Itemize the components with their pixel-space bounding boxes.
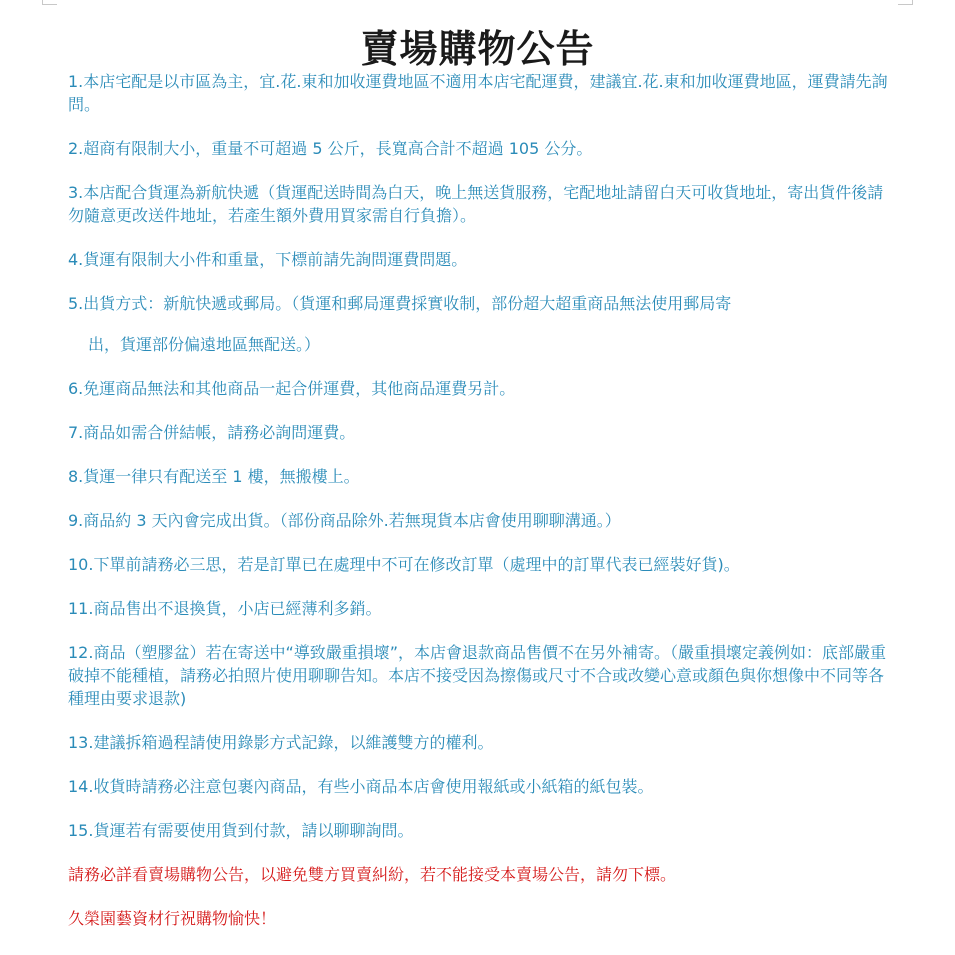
notice-item-5 — [68, 292, 888, 356]
notice-item-9: 9.商品約 3 天內會完成出貨。（部份商品除外.若無現貨本店會使用聊聊溝通。） — [68, 511, 621, 530]
notice-item-8: 8.貨運一律只有配送至 1 樓，無搬樓上。 — [68, 467, 360, 486]
notice-item-5-line-1: 5.出貨方式：新航快遞或郵局。（貨運和郵局運費採實收制，部份超大超重商品無法使用郵局寄 — [68, 294, 732, 313]
closing-text: 久榮園藝資材行祝購物愉快！ — [68, 909, 277, 928]
notice-item-13: 13.建議拆箱過程請使用錄影方式記錄，以維護雙方的權利。 — [68, 733, 494, 752]
notice-item-5-line-2: 出，貨運部份偏遠地區無配送。） — [88, 335, 321, 354]
page-title: 賣場購物公告 — [360, 27, 595, 72]
notice-item-12: 12.商品（塑膠盆）若在寄送中“導致嚴重損壞”，本店會退款商品售價不在另外補寄。（嚴重損壞定義例如：底部嚴重破掉不能種植，請務必拍照片使用聊聊告知。本店不接受因為擦傷或尺寸不合或改變心意或顏色與你想像中不同等各種理由要求退款) — [68, 643, 887, 708]
notice-list — [68, 70, 888, 951]
notice-item-7: 7.商品如需合併結帳，請務必詢問運費。 — [68, 423, 356, 442]
notice-item-11: 11.商品售出不退換貨，小店已經薄利多銷。 — [68, 599, 382, 618]
notice-item-6: 6.免運商品無法和其他商品一起合併運費，其他商品運費另計。 — [68, 379, 516, 398]
warning-text: 請務必詳看賣場購物公告，以避免雙方買賣糾紛，若不能接受本賣場公告，請勿下標。 — [68, 865, 677, 884]
corner-mark-left — [42, 0, 57, 5]
notice-item-2: 2.超商有限制大小，重量不可超過 5 公斤，長寬高合計不超過 105 公分。 — [68, 139, 593, 158]
notice-item-1: 1.本店宅配是以市區為主，宜.花.東和加收運費地區不適用本店宅配運費，建議宜.花.東和加收運費地區，運費請先詢問。 — [68, 72, 888, 114]
notice-item-4: 4.貨運有限制大小件和重量，下標前請先詢問運費問題。 — [68, 250, 468, 269]
notice-item-15: 15.貨運若有需要使用貨到付款，請以聊聊詢問。 — [68, 821, 414, 840]
notice-item-10: 10.下單前請務必三思，若是訂單已在處理中不可在修改訂單（處理中的訂單代表已經裝好貨)。 — [68, 555, 740, 574]
corner-mark-right — [898, 0, 913, 5]
notice-item-14: 14.收貨時請務必注意包裹內商品，有些小商品本店會使用報紙或小紙箱的紙包裝。 — [68, 777, 654, 796]
notice-item-3: 3.本店配合貨運為新航快遞（貨運配送時間為白天，晚上無送貨服務，宅配地址請留白天可收貨地址，寄出貨件後請勿隨意更改送件地址，若產生額外費用買家需自行負擔）。 — [68, 183, 884, 225]
